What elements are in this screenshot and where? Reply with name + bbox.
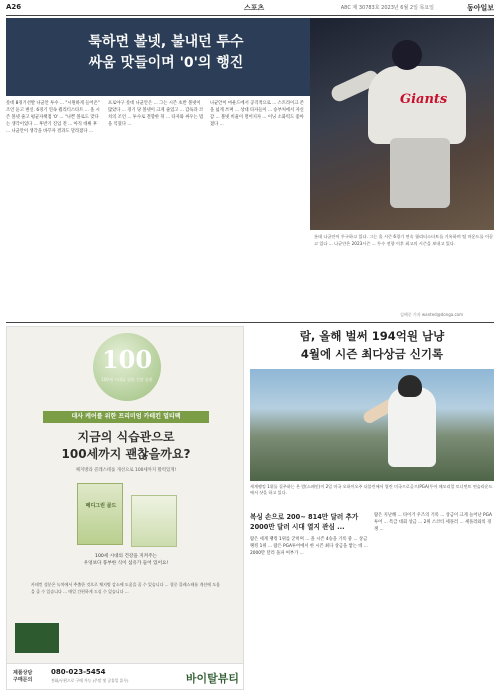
headline-line-2: 싸움 맛들이며 '0'의 행진: [88, 55, 244, 71]
ad-subheadline: 체지방과 콜레스테롤 개선으로 100세까지 활력있게!: [75, 468, 177, 473]
contact-label-2: 구매문의: [13, 677, 33, 683]
phone-note: 전화/우편으로 구매 가능 (주말 및 공휴일 휴무): [51, 678, 129, 683]
article-headline: [51, 32, 281, 74]
golf-headline: [250, 327, 494, 363]
product-package-image: [15, 623, 59, 653]
article-column-3: [210, 100, 306, 320]
golf-sub-line-1: 복싱 손으로 200~ 814만 달러 추가: [250, 513, 359, 521]
giants-logo: Giants: [400, 92, 448, 107]
golf-body-2: 람은 지난해 ... 타이거 우즈의 기록 ... 상금이 크게 늘어난 PGA투어 ... 특급 대회 상금 ... 2위 스코티 셰플러 ... 셰플러와의 경쟁 ...: [374, 513, 492, 533]
ad-tagline: 대사 케어를 위한 프리미엄 카테킨 멀티팩: [43, 411, 209, 423]
photo-caption: 롯데 나균안이 투구하고 있다. 그는 올 시즌 6경기 연속 퀄리티스타트를 기록하며 팀 마운드를 이끌고 있다 ... 나균안은 2023시즌 ... 투수 전향 이후 최고의 시즌을 보내고 있다.: [314, 234, 494, 246]
golf-headline-line-1: 람, 올해 벌써 194억원 남냥: [299, 329, 445, 343]
golfer-photo: [250, 369, 494, 481]
golf-column-1: [250, 536, 368, 686]
offer-line-2: 우엉보다 풍부한 식이 섬유가 들어 있어요!: [83, 561, 169, 566]
reporter-credit: 김배중 기자 wanted@donga.com: [400, 312, 464, 317]
offer-line-1: 100세 시대의 건강을 지켜주는: [95, 554, 157, 559]
header-rule: [6, 15, 494, 16]
phone-number: 080-023-5454: [51, 668, 106, 676]
article-column-1: [6, 100, 102, 320]
ad-offer: [19, 553, 233, 567]
page-header: [6, 2, 494, 14]
golfer-shirt: [388, 387, 436, 467]
pitcher-legs: [390, 138, 450, 208]
advertisement: [6, 326, 244, 690]
ad-headline-line-2: 100세까지 괜찮을까요?: [61, 447, 191, 461]
article-column-2: [108, 100, 204, 320]
ad-footer: [7, 663, 244, 690]
brand-logo: 바이탈뷰티: [185, 672, 239, 685]
ad-headline: [19, 429, 233, 463]
product-name: 메디그린 골드: [85, 503, 117, 509]
section-rule: [6, 322, 494, 323]
product-box-image: [77, 483, 123, 545]
golf-photo-caption: 세계랭킹 1위를 질주하는 욘 람(스페인)이 2일 미국 오하이오주 더블린에서 열린 미국프로골프(PGA)투어 메모리얼 토너먼트 연습라운드에서 샷을 하고 있다.: [250, 484, 493, 496]
ad-headline-line-1: 지금의 식습관으로: [77, 430, 175, 444]
article-body-2: 프로야구 롯데 나균안은 ... 그는 시즌 초반 볼넷이 많았다 ... 경기 당 볼넷이 크게 줄었고 ... 감독과 코치의 조언 ... 투수로 전향한 뒤 ... 타자와 싸우는 법을 익혔다 ...: [108, 101, 204, 128]
badge-subtitle: 100세 시대를 위한 건강 습관: [101, 377, 153, 382]
contact-label-1: 제품상담: [13, 670, 33, 676]
article-body-1: 롯데 8경기선발 나균안 투수 ... "시원하게 들어온" 조언 듣고 변신. 6경기 연속 퀄리티스타트 ... 올 시즌 볼넷 줄고 평균자책점 '0' ... "나쁜 볼로도 맞다는 생각이었다 ... 후반기 진입 전 ... 아직 데뷔 후 ... 나균안이 생각을 바꾸자 결과도 달라졌다 ...: [6, 101, 100, 135]
section-title: 스포츠: [244, 4, 265, 12]
article-body-3: 나균안이 마운드에서 공격적으로 ... 스트라이크 존을 넓게 쓰며 ... 상대 타자들이 ... 승부처에서 자신감 ... 볼넷 비율이 떨어지자 ... 이닝 소화력도 좋아졌다 ...: [210, 101, 304, 128]
pitcher-cap: [392, 40, 422, 70]
golf-column-2: [374, 512, 494, 686]
golf-subheadline: [250, 512, 368, 532]
headline-line-1: 툭하면 볼넷, 불내던 투수: [88, 34, 244, 50]
golf-headline-line-2: 4월에 시즌 최다상금 신기록: [300, 347, 444, 361]
contact-label: [13, 670, 32, 684]
ad-bullets: 카테킨 성분은 녹차에서 추출한 것으로 체지방 감소에 도움을 줄 수 있습니다 ... 혈중 콜레스테롤 개선에 도움을 줄 수 있습니다 ... 매일 간편하게 드실 수 있습니다 ...: [31, 582, 221, 594]
pitcher-photo: [310, 18, 494, 230]
golf-sub-line-2: 2000만 달러 시대 열지 관심 ...: [250, 523, 345, 531]
newspaper-name: 동아일보: [466, 3, 494, 12]
badge-number: 100: [101, 345, 153, 374]
golfer-cap: [398, 375, 422, 397]
hundred-badge: [93, 333, 161, 401]
golf-body-1: 람은 세계 랭킹 1위를 굳히며 ... 올 시즌 4승을 기록 중 ... 상금 랭킹 1위 ... 람은 PGA투어에서 한 시즌 최다 상금을 쌓는 데 ... 2000만 달러 돌파 여부가 ...: [250, 537, 368, 557]
issue-info: A8C 제 30783호 2023년 6월 2일 목요일: [340, 5, 434, 11]
product-pouch-image: [131, 495, 177, 547]
page-number: A26: [6, 3, 22, 11]
